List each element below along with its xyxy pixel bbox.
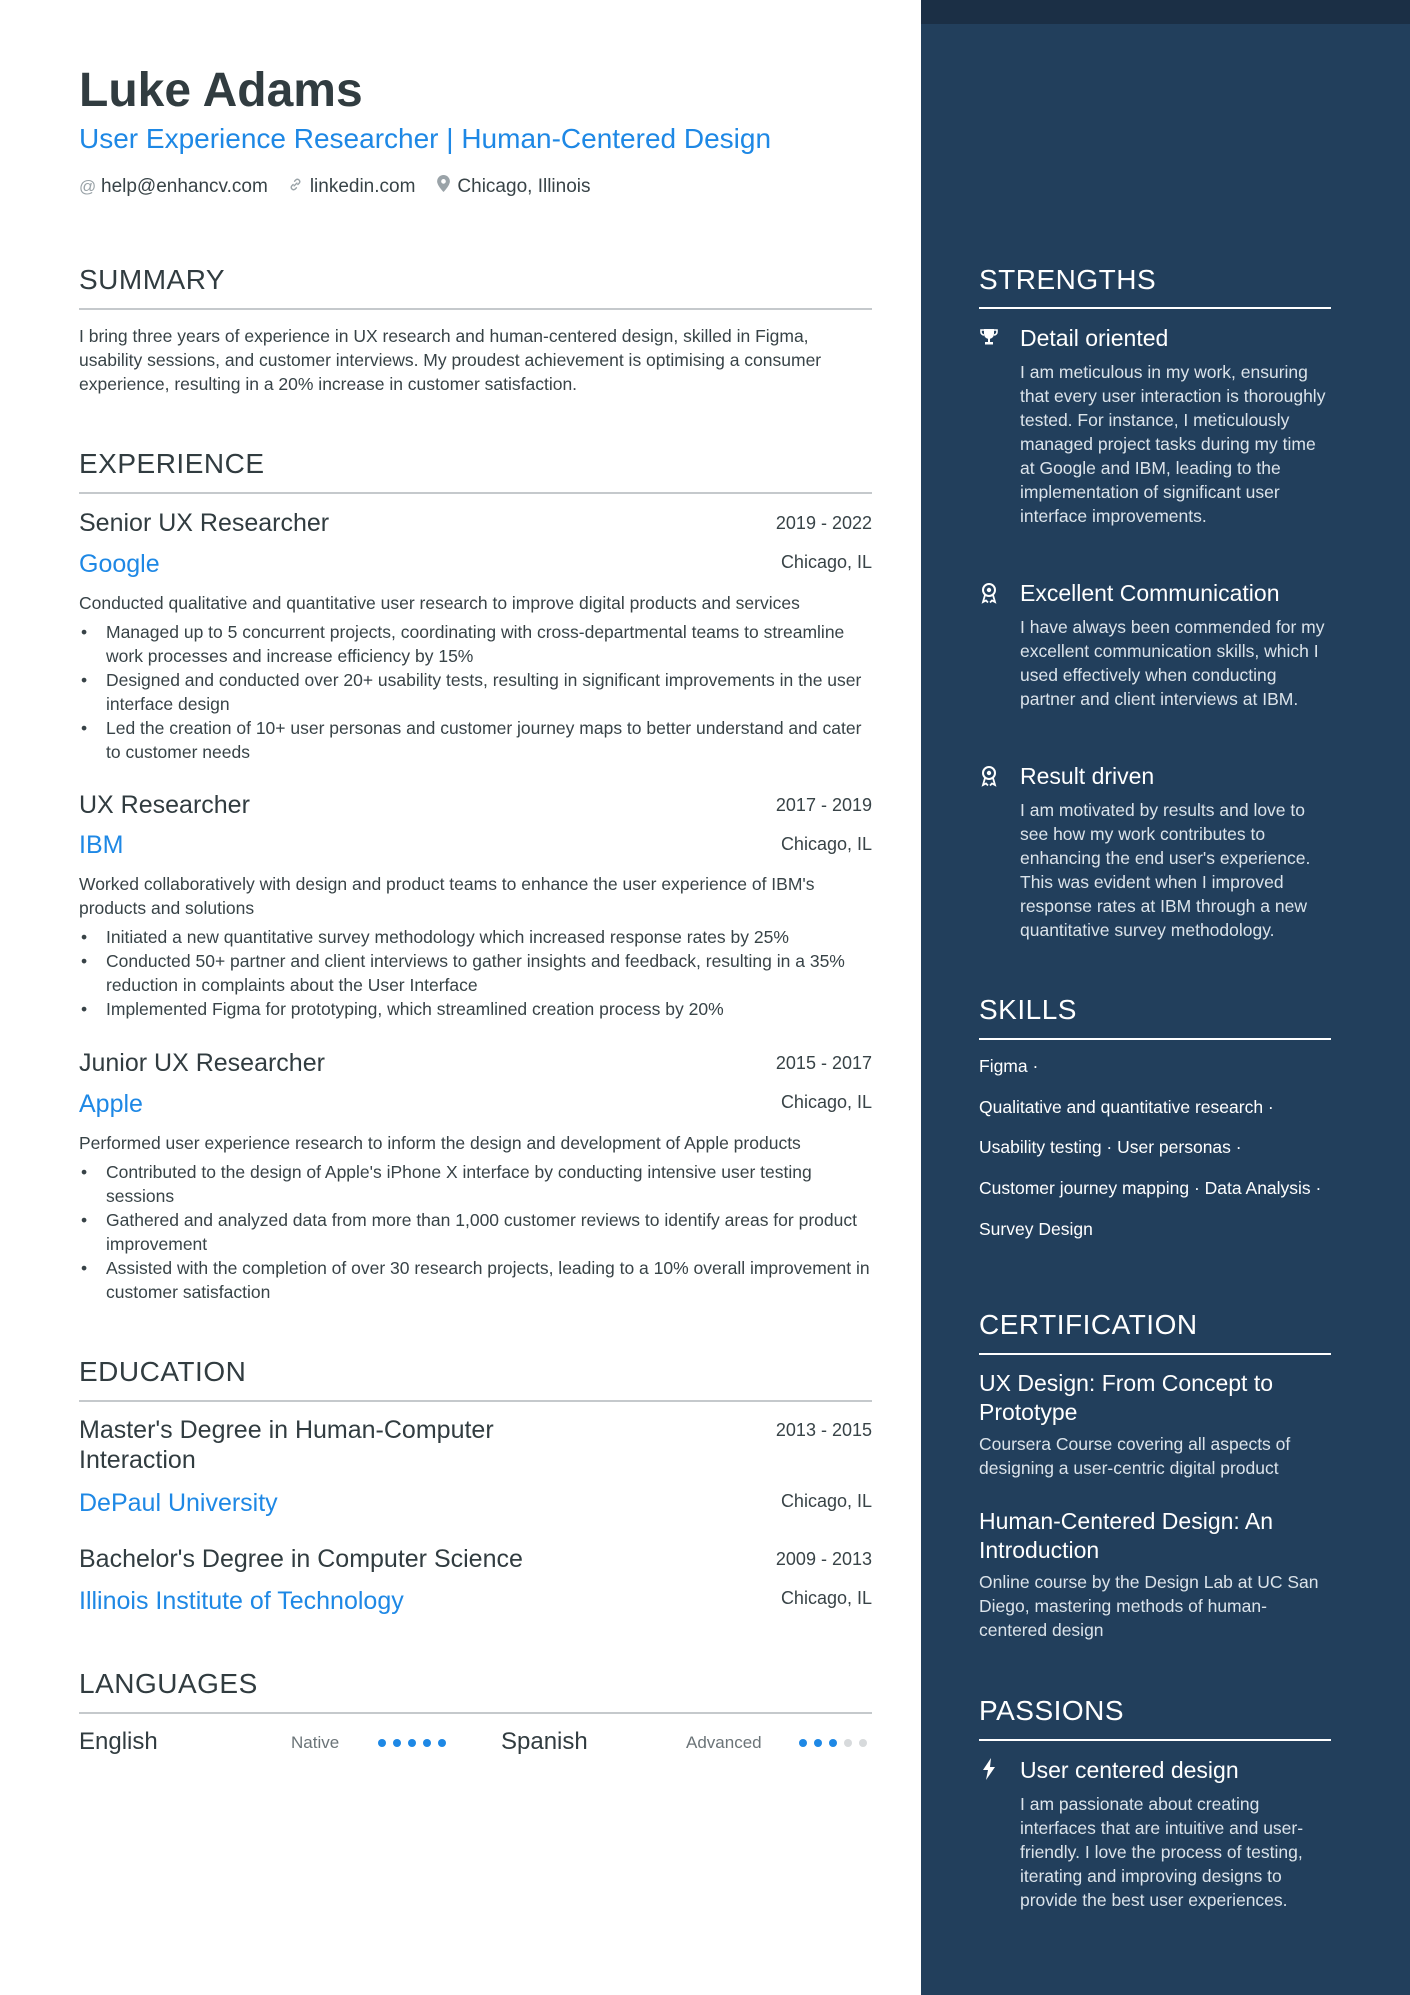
lightning-icon (981, 1758, 1001, 1780)
summary-divider (79, 308, 872, 310)
passion-text: I am passionate about creating interfaces that are intuitive and user-friendly. I love the process of testing, iterating and improving designs to provide the best user experiences. (1020, 1794, 1304, 1910)
job-bullets (79, 620, 879, 764)
skills-title: SKILLS (979, 994, 1077, 1025)
education-dates: 2013 - 2015 (775, 1420, 872, 1440)
map-pin-icon (435, 174, 451, 200)
bullet-item: • Assisted with the completion of over 30 research projects, leading to a 10% overall improvement in customer satisfaction (79, 1256, 879, 1304)
skill-row: Customer journey mapping · Data Analysis · (979, 1178, 1322, 1199)
strength-text: I have always been commended for my excellent communication skills, which I used effectively when conducting partner and client interviews at IBM. (1020, 617, 1325, 709)
bullet-item: • Managed up to 5 concurrent projects, coordinating with cross-departmental teams to streamline work processes and increase efficiency by 15% (79, 620, 879, 668)
skill-row: Usability testing · User personas · (979, 1137, 1242, 1158)
contact-bar (79, 174, 591, 200)
education-title: EDUCATION (79, 1356, 247, 1387)
rating-dot-filled (829, 1739, 837, 1747)
location-text: Chicago, Illinois (457, 176, 591, 197)
language-level: Advanced (686, 1733, 762, 1752)
education-dates: 2009 - 2013 (775, 1549, 872, 1569)
experience-divider (79, 492, 872, 494)
rating-dot-empty (844, 1739, 852, 1747)
skill-row: Qualitative and quantitative research · (979, 1096, 1274, 1117)
strengths-divider (979, 307, 1331, 309)
skill-row: Figma · (979, 1056, 1039, 1076)
bullet-item: • Initiated a new quantitative survey methodology which increased response rates by 25% (79, 925, 879, 949)
language-level: Native (291, 1733, 340, 1752)
headline: User Experience Researcher | Human-Centered Design (79, 123, 772, 154)
bullet-item: • Implemented Figma for prototyping, which streamlined creation process by 20% (79, 997, 879, 1021)
language-rating (378, 1739, 446, 1747)
linkedin-text: linkedin.com (309, 176, 416, 197)
job-bullets (79, 1160, 879, 1304)
rating-dot-filled (799, 1739, 807, 1747)
rating-dot-filled (408, 1739, 416, 1747)
passion-title: User centered design (1020, 1757, 1239, 1783)
experience-title: EXPERIENCE (79, 448, 265, 479)
rating-dot-filled (438, 1739, 446, 1747)
sidebar-top-band (921, 0, 1410, 24)
summary-line: usability sessions, and customer interviews. My proudest achievement is optimising a consumer (79, 350, 822, 370)
bullet-item: • Designed and conducted over 20+ usability tests, resulting in significant improvements in the user interface design (79, 668, 879, 716)
job-dates: 2015 - 2017 (775, 1053, 872, 1073)
school-location: Chicago, IL (780, 1588, 872, 1608)
school-name: DePaul University (79, 1489, 278, 1517)
language-rating (799, 1739, 867, 1747)
job-description: Performed user experience research to inform the design and development of Apple products (79, 1133, 801, 1153)
trophy-icon (979, 327, 999, 349)
rating-dot-empty (859, 1739, 867, 1747)
strengths-title: STRENGTHS (979, 264, 1157, 295)
language-name: Spanish (501, 1728, 588, 1755)
job-company: Apple (79, 1090, 143, 1118)
candidate-name: Luke Adams (79, 64, 363, 117)
bullet-item: • Led the creation of 10+ user personas and customer journey maps to better understand and cater to customer needs (79, 716, 879, 764)
rating-dot-filled (814, 1739, 822, 1747)
job-location: Chicago, IL (780, 834, 872, 854)
education-divider (79, 1400, 872, 1402)
summary-text (79, 324, 879, 396)
link-icon (288, 174, 304, 200)
degree-title: Bachelor's Degree in Computer Science (79, 1545, 523, 1573)
rating-dot-filled (378, 1739, 386, 1747)
bullet-item: • Gathered and analyzed data from more than 1,000 customer reviews to identify areas for product improvement (79, 1208, 879, 1256)
passions-title: PASSIONS (979, 1695, 1125, 1726)
job-title: Senior UX Researcher (79, 509, 330, 537)
job-title: UX Researcher (79, 791, 250, 819)
job-bullets (79, 925, 879, 1021)
strength-title: Detail oriented (1020, 325, 1169, 351)
award-icon (979, 582, 999, 604)
email-text: help@enhancv.com (101, 176, 268, 197)
school-name: Illinois Institute of Technology (79, 1587, 404, 1615)
school-location: Chicago, IL (780, 1491, 872, 1511)
strength-text: I am motivated by results and love to see how my work contributes to enhancing the end user's experience. This was evident when I improved response rates at IBM through a new quantitative survey methodology. (1020, 800, 1311, 940)
certification-title: CERTIFICATION (979, 1309, 1198, 1340)
at-icon: @ (79, 177, 97, 196)
languages-title: LANGUAGES (79, 1668, 258, 1699)
cert-title: UX Design: From Concept to Prototype (979, 1370, 1274, 1425)
skill-row: Survey Design (979, 1218, 1093, 1239)
job-location: Chicago, IL (780, 1092, 872, 1112)
bullet-item: • Contributed to the design of Apple's iPhone X interface by conducting intensive user testing sessions (79, 1160, 879, 1208)
degree-title: Master's Degree in Human-Computer Interaction (79, 1416, 494, 1474)
contact-email[interactable] (79, 174, 268, 200)
contact-linkedin[interactable] (288, 174, 416, 200)
award-icon (979, 765, 999, 787)
contact-location (435, 174, 590, 200)
job-company: Google (79, 550, 160, 578)
summary-title: SUMMARY (79, 264, 226, 295)
rating-dot-filled (393, 1739, 401, 1747)
job-dates: 2019 - 2022 (775, 513, 872, 533)
cert-title: Human-Centered Design: An Introduction (979, 1508, 1274, 1563)
bullet-item: • Conducted 50+ partner and client interviews to gather insights and feedback, resulting in a 35% reduction in complaints about the User Interface (79, 949, 879, 997)
job-description: Worked collaboratively with design and product teams to enhance the user experience of IBM's products and solutions (79, 874, 815, 918)
summary-line: experience, resulting in a 20% increase in customer satisfaction. (79, 374, 578, 394)
skills-list (979, 1054, 1379, 1257)
certification-divider (979, 1353, 1331, 1355)
passions-divider (979, 1739, 1331, 1741)
language-name: English (79, 1728, 158, 1755)
sidebar (921, 0, 1410, 1995)
job-dates: 2017 - 2019 (775, 795, 872, 815)
job-location: Chicago, IL (780, 552, 872, 572)
cert-text: Online course by the Design Lab at UC San Diego, mastering methods of human-centered design (979, 1572, 1319, 1640)
strength-title: Excellent Communication (1020, 580, 1280, 606)
strength-text: I am meticulous in my work, ensuring that every user interaction is thoroughly tested. For instance, I meticulously managed project tasks during my time at Google and IBM, leading to the implementation of significant user interface improvements. (1020, 362, 1326, 526)
rating-dot-filled (423, 1739, 431, 1747)
job-title: Junior UX Researcher (79, 1049, 325, 1077)
job-company: IBM (79, 831, 124, 859)
cert-text: Coursera Course covering all aspects of designing a user-centric digital product (979, 1434, 1291, 1478)
strength-title: Result driven (1020, 763, 1155, 789)
skills-divider (979, 1038, 1331, 1040)
languages-divider (79, 1712, 872, 1714)
job-description: Conducted qualitative and quantitative user research to improve digital products and services (79, 593, 800, 613)
summary-line: I bring three years of experience in UX research and human-centered design, skilled in Figma, (79, 326, 809, 346)
